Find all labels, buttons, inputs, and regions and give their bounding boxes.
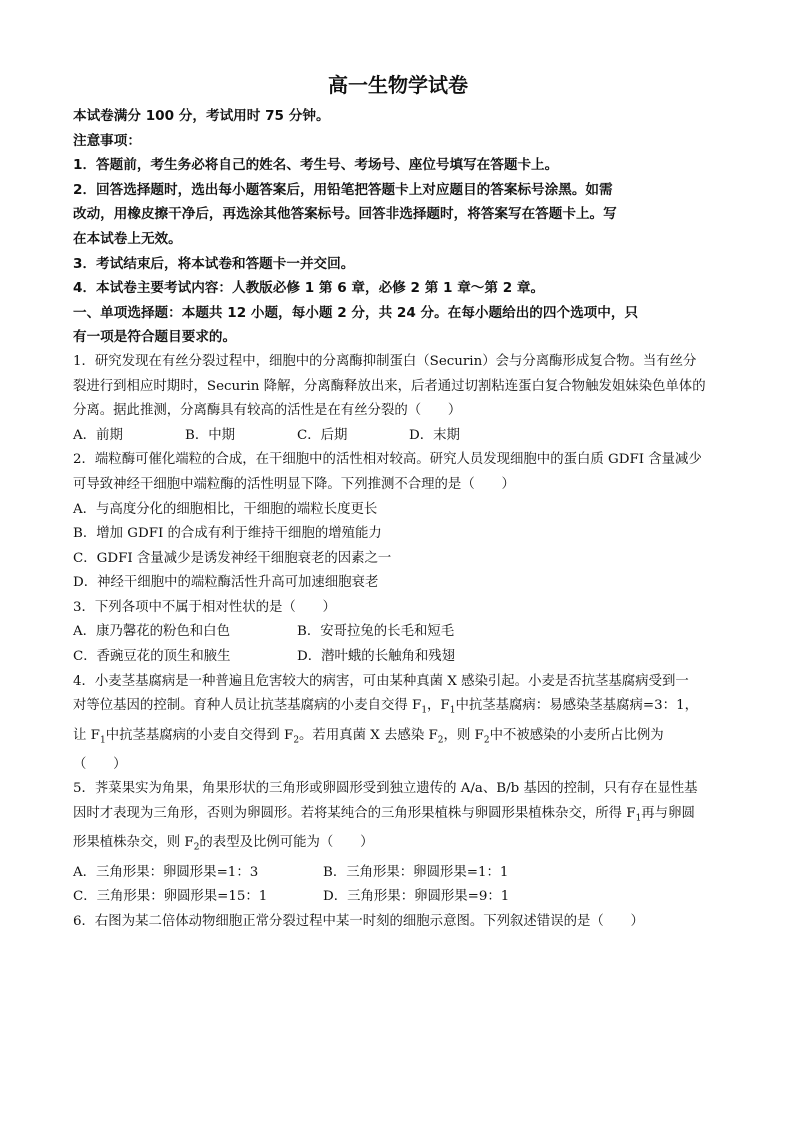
- question-line: 裂进行到相应时期时，Securin 降解，分离酶释放出来，后者通过切割粘连蛋白复合物触发姐妹染色单体的: [73, 378, 706, 394]
- exam-page: [73, 66, 723, 934]
- options-row: [73, 885, 723, 910]
- options-row: [73, 424, 723, 449]
- question-line: 让 $F_1$中抗茎基腐病的小麦自交得到 $F_2$。若用真菌 X 去感染 $F_2$，则 $F_2$中不被感染的小麦所占比例为: [73, 727, 664, 746]
- option-b: B．中期: [185, 427, 236, 443]
- note-line: 在本试卷上无效。: [73, 230, 182, 247]
- option-b: B．增加 GDFI 的合成有利于维持干细胞的增殖能力: [73, 526, 382, 542]
- question-line: 3．下列各项中不属于相对性状的是（ ）: [73, 599, 336, 615]
- question-line: 6．右图为某二倍体动物细胞正常分裂过程中某一时刻的细胞示意图。下列叙述错误的是（ ）: [73, 913, 644, 929]
- question-line: （ ）: [73, 756, 127, 772]
- notes-heading: 注意事项：: [73, 132, 141, 149]
- question-line: 2．端粒酶可催化端粒的合成，在干细胞中的活性相对较高。研究人员发现细胞中的蛋白质 GDFI 含量减少: [73, 452, 702, 468]
- question-line: 形果植株杂交，则 $F_2$的表型及比例可能为（ ）: [73, 835, 374, 853]
- question-3: [73, 596, 723, 670]
- options-row: [73, 620, 723, 645]
- note-line: 1．答题前，考生务必将自己的姓名、考生号、考场号、座位号填写在答题卡上。: [73, 157, 559, 174]
- question-line: 因时才表现为三角形，否则为卵圆形。若将某纯合的三角形果植株与卵圆形果植株杂交，所得 $F_1$再与卵圆: [73, 805, 695, 824]
- option-b: B．安哥拉兔的长毛和短毛: [297, 624, 455, 640]
- option-d: D．三角形果：卵圆形果=9：1: [323, 889, 510, 905]
- question-line: 5．荠菜果实为角果，角果形状的三角形或卵圆形受到独立遗传的 A/a、B/b 基因的控制，只有存在显性基: [73, 781, 698, 797]
- options-row: [73, 645, 723, 670]
- question-2: [73, 448, 723, 596]
- question-line: 对等位基因的控制。育种人员让抗茎基腐病的小麦自交得 $F_1$，$F_1$中抗茎基腐病：易感染茎基腐病=3：1，: [73, 698, 698, 716]
- option-c: C．香豌豆花的顶生和腋生: [73, 649, 231, 665]
- question-line: 1．研究发现在有丝分裂过程中，细胞中的分离酶抑制蛋白（Securin）会与分离酶形成复合物。当有丝分: [73, 353, 697, 369]
- option-d: D．潜叶蛾的长触角和残翅: [297, 649, 456, 665]
- question-line: 4．小麦茎基腐病是一种普遍且危害较大的病害，可由某种真菌 X 感染引起。小麦是否抗茎基腐病受到一: [73, 673, 689, 689]
- question-line: 分离。据此推测，分离酶具有较高的活性是在有丝分裂的（ ）: [73, 403, 462, 419]
- note-line: 改动，用橡皮擦干净后，再选涂其他答案标号。回答非选择题时，将答案写在答题卡上。写: [73, 206, 617, 223]
- exam-title: 高一生物学试卷: [328, 73, 468, 97]
- question-6: [73, 910, 723, 935]
- option-c: C．后期: [297, 427, 348, 443]
- question-4: [73, 670, 723, 778]
- note-line: 2．回答选择题时，选出每小题答案后，用铅笔把答题卡上对应题目的答案标号涂黑。如需: [73, 181, 613, 198]
- option-a: A．前期: [73, 427, 123, 443]
- options-row: [73, 861, 723, 886]
- question-line: 可导致神经干细胞中端粒酶的活性明显下降。下列推测不合理的是（ ）: [73, 476, 515, 492]
- question-5: [73, 777, 723, 909]
- option-d: D．末期: [409, 427, 460, 443]
- option-a: A．康乃馨花的粉色和白色: [73, 624, 230, 640]
- option-c: C．三角形果：卵圆形果=15：1: [73, 889, 268, 905]
- note-line: 3．考试结束后，将本试卷和答题卡一并交回。: [73, 255, 355, 272]
- section-heading: 有一项是符合题目要求的。: [73, 329, 237, 346]
- option-a: A．与高度分化的细胞相比，干细胞的端粒长度更长: [73, 501, 378, 517]
- intro-text: 本试卷满分 100 分，考试用时 75 分钟。: [73, 108, 330, 124]
- option-b: B．三角形果：卵圆形果=1：1: [323, 864, 509, 880]
- note-line: 4．本试卷主要考试内容：人教版必修 1 第 6 章，必修 2 第 1 章～第 2 章。: [73, 280, 545, 297]
- option-d: D．神经干细胞中的端粒酶活性升高可加速细胞衰老: [73, 575, 379, 591]
- option-a: A．三角形果：卵圆形果=1：3: [73, 864, 259, 880]
- question-1: [73, 350, 723, 448]
- section-heading: 一、单项选择题：本题共 12 小题，每小题 2 分，共 24 分。在每小题给出的四个选项中，只: [73, 304, 639, 321]
- option-c: C．GDFI 含量减少是诱发神经干细胞衰老的因素之一: [73, 550, 392, 566]
